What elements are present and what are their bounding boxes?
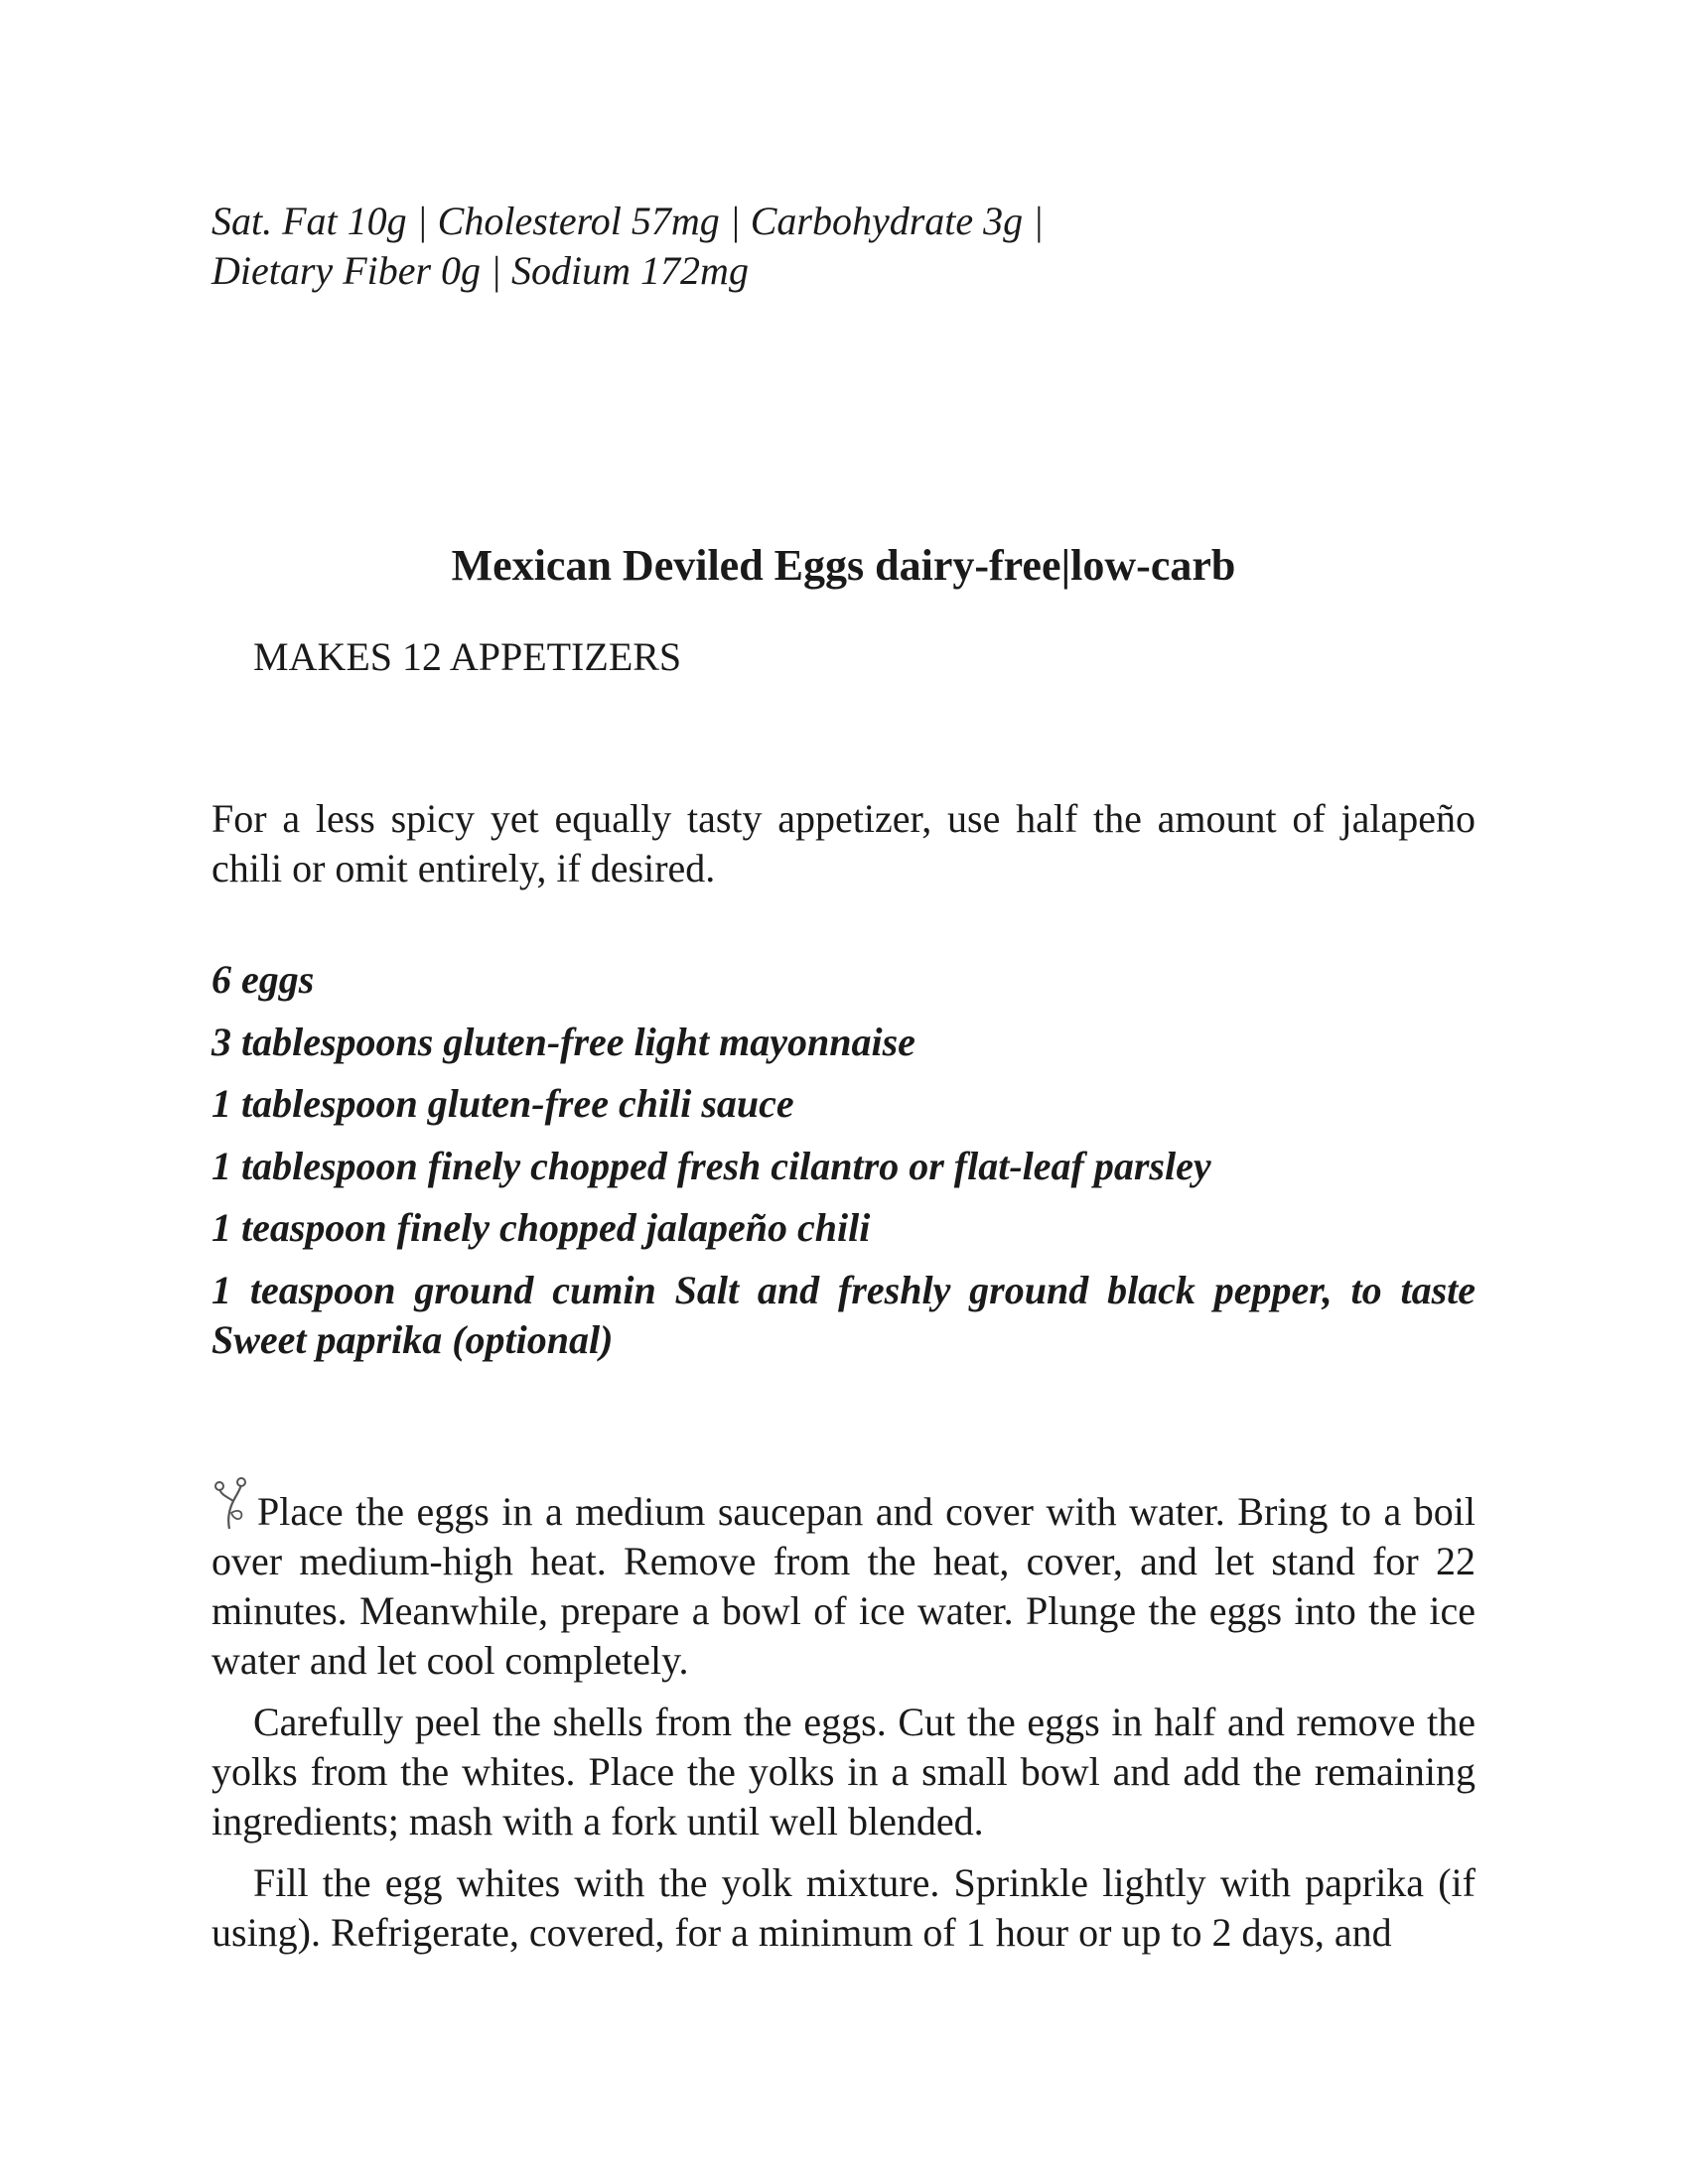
ingredient-item: 1 tablespoon finely chopped fresh cilantro or flat-leaf parsley (211, 1143, 1211, 1188)
recipe-title: Mexican Deviled Eggs dairy-free|low-carb (451, 541, 1236, 590)
recipe-intro: For a less spicy yet equally tasty appetizer, use half the amount of jalapeño chili or omit entirely, if desired. (211, 796, 1476, 890)
nutrition-line-2: Dietary Fiber 0g | Sodium 172mg (211, 248, 749, 293)
ingredient-item: 1 tablespoon gluten-free chili sauce (211, 1081, 794, 1126)
nutrition-line-1: Sat. Fat 10g | Cholesterol 57mg | Carbohydrate 3g | (211, 199, 1045, 243)
ingredient-item: 1 teaspoon finely chopped jalapeño chili (211, 1205, 871, 1250)
recipe-yield: MAKES 12 APPETIZERS (253, 634, 682, 679)
method-step: Fill the egg whites with the yolk mixture. Sprinkle lightly with paprika (if using). Refrigerate, covered, for a minimum of 1 hour or up to 2 days, and (211, 1860, 1476, 1955)
nutrition-info (211, 197, 1476, 296)
ingredient-item: 3 tablespoons gluten-free light mayonnaise (211, 1019, 915, 1064)
ingredient-item: 6 eggs (211, 957, 315, 1002)
method-steps (211, 1475, 1476, 1970)
method-step-text: Place the eggs in a medium saucepan and cover with water. Bring to a boil over medium-high heat. Remove from the heat, cover, and let stand for 22 minutes. Meanwhile, prepare a bowl of ice water. Plunge the eggs into the ice water and let cool completely. (211, 1489, 1476, 1683)
method-step: Carefully peel the shells from the eggs. Cut the eggs in half and remove the yolks from the whites. Place the yolks in a small bowl and add the remaining ingredients; mash with a fork until well blended. (211, 1700, 1476, 1843)
method-step (211, 1475, 1476, 1686)
ingredient-item: 1 teaspoon ground cumin Salt and freshly ground black pepper, to taste Sweet paprika (optional) (211, 1267, 1476, 1362)
ingredient-list (211, 955, 1476, 1377)
herb-sprig-icon (211, 1475, 255, 1531)
